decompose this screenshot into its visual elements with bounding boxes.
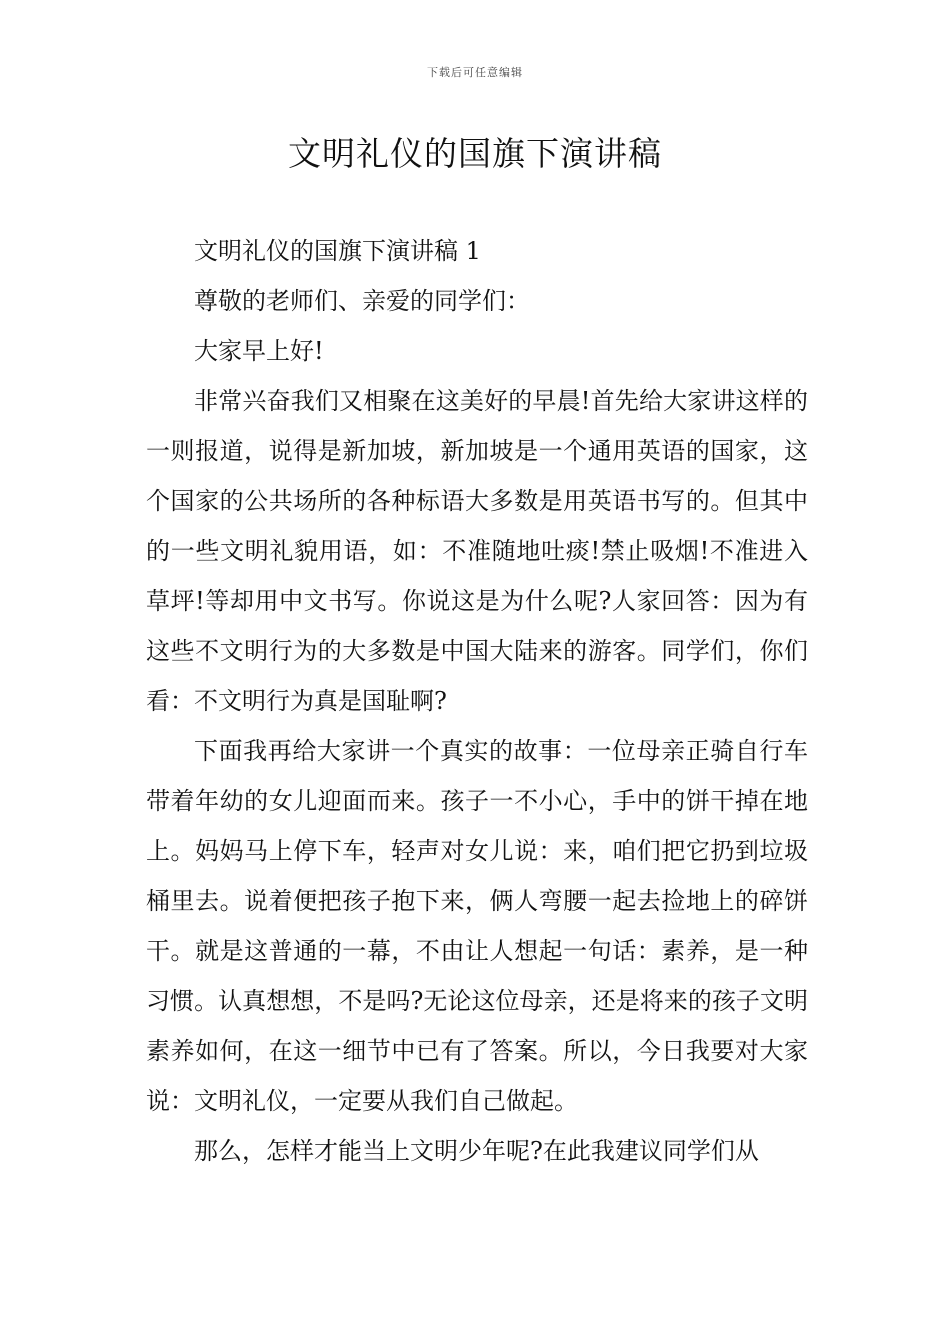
paragraph-body: 那么，怎样才能当上文明少年呢?在此我建议同学们从 — [194, 1137, 759, 1165]
paragraph-body: 非常兴奋我们又相聚在这美好的早晨!首先给大家讲这样的一则报道，说得是新加坡，新加坡是一个通用英语的国家，这个国家的公共场所的各种标语大多数是用英语书写的。但其中的一些文明礼貌用语，如：不准随地吐痰!禁止吸烟!不准进入草坪!等却用中文书写。你说这是为什么呢?人家回答：因为有这些不文明行为的大多数是中国大陆来的游客。同学们，你们看：不文明行为真是国耻啊? — [146, 387, 808, 715]
paragraph-greeting: 大家早上好! — [194, 337, 324, 365]
paragraph-body: 下面我再给大家讲一个真实的故事：一位母亲正骑自行车带着年幼的女儿迎面而来。孩子一不小心，手中的饼干掉在地上。妈妈马上停下车，轻声对女儿说：来，咱们把它扔到垃圾桶里去。说着便把孩子抱下来，俩人弯腰一起去捡地上的碎饼干。就是这普通的一幕，不由让人想起一句话：素养，是一种习惯。认真想想，不是吗?无论这位母亲，还是将来的孩子文明素养如何，在这一细节中已有了答案。所以，今日我要对大家说：文明礼仪，一定要从我们自己做起。 — [146, 737, 808, 1115]
document-body — [146, 226, 808, 1176]
header-note: 下载后可任意编辑 — [427, 66, 523, 79]
paragraph-salutation: 尊敬的老师们、亲爱的同学们： — [194, 287, 530, 315]
document-title: 文明礼仪的国旗下演讲稿 — [288, 134, 662, 173]
paragraph-subtitle: 文明礼仪的国旗下演讲稿 1 — [194, 237, 481, 265]
